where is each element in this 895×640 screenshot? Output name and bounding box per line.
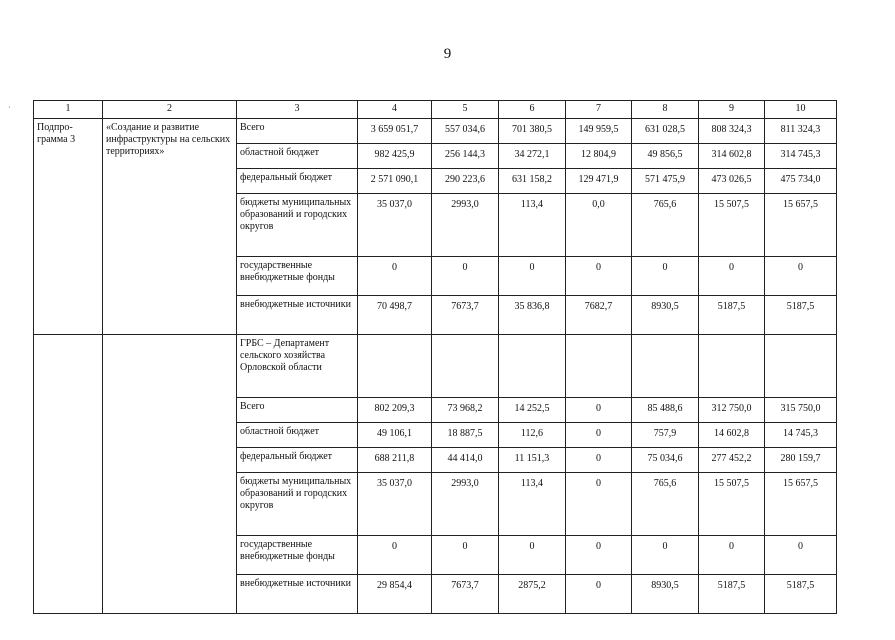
header-cell: 5	[432, 101, 499, 119]
amount-cell: 14 745,3	[765, 423, 837, 448]
amount-cell: 808 324,3	[699, 119, 765, 144]
empty-cell	[699, 335, 765, 398]
amount-cell: 44 414,0	[432, 448, 499, 473]
amount-cell: 475 734,0	[765, 169, 837, 194]
amount-cell: 571 475,9	[632, 169, 699, 194]
funding-source-label: внебюджетные источники	[237, 296, 358, 335]
amount-cell: 5187,5	[765, 296, 837, 335]
subprogram-name: «Создание и развитие инфраструктуры на сельских территориях»	[103, 119, 237, 335]
amount-cell: 0	[358, 536, 432, 575]
amount-cell: 12 804,9	[566, 144, 632, 169]
amount-cell: 0	[566, 448, 632, 473]
amount-cell: 11 151,3	[499, 448, 566, 473]
funding-source-label: Всего	[237, 398, 358, 423]
amount-cell: 688 211,8	[358, 448, 432, 473]
amount-cell: 7673,7	[432, 296, 499, 335]
amount-cell: 473 026,5	[699, 169, 765, 194]
amount-cell: 7682,7	[566, 296, 632, 335]
amount-cell: 112,6	[499, 423, 566, 448]
empty-cell	[34, 335, 103, 614]
amount-cell: 0	[566, 473, 632, 536]
header-cell: 6	[499, 101, 566, 119]
amount-cell: 757,9	[632, 423, 699, 448]
amount-cell: 0	[765, 536, 837, 575]
grbs-label: ГРБС – Департамент сельского хозяйства Орловской области	[237, 335, 358, 398]
funding-source-label: федеральный бюджет	[237, 169, 358, 194]
header-cell: 7	[566, 101, 632, 119]
amount-cell: 49 106,1	[358, 423, 432, 448]
amount-cell: 765,6	[632, 194, 699, 257]
amount-cell: 0	[699, 536, 765, 575]
amount-cell: 0	[432, 536, 499, 575]
empty-cell	[632, 335, 699, 398]
table-row	[34, 119, 837, 144]
funding-source-label: областной бюджет	[237, 144, 358, 169]
amount-cell: 2993,0	[432, 473, 499, 536]
header-row	[34, 101, 837, 119]
page-number: 9	[443, 46, 452, 62]
amount-cell: 5187,5	[765, 575, 837, 614]
grbs-row	[34, 335, 837, 398]
amount-cell: 0	[632, 536, 699, 575]
amount-cell: 0,0	[566, 194, 632, 257]
empty-cell	[103, 335, 237, 614]
amount-cell: 802 209,3	[358, 398, 432, 423]
amount-cell: 0	[566, 423, 632, 448]
amount-cell: 3 659 051,7	[358, 119, 432, 144]
amount-cell: 15 657,5	[765, 194, 837, 257]
header-cell: 4	[358, 101, 432, 119]
amount-cell: 0	[566, 257, 632, 296]
subprogram-number: Подпро-грамма 3	[34, 119, 103, 335]
funding-source-label: государственные внебюджетные фонды	[237, 536, 358, 575]
amount-cell: 0	[699, 257, 765, 296]
amount-cell: 149 959,5	[566, 119, 632, 144]
amount-cell: 0	[632, 257, 699, 296]
header-cell: 9	[699, 101, 765, 119]
amount-cell: 29 854,4	[358, 575, 432, 614]
amount-cell: 2 571 090,1	[358, 169, 432, 194]
amount-cell: 18 887,5	[432, 423, 499, 448]
amount-cell: 557 034,6	[432, 119, 499, 144]
amount-cell: 34 272,1	[499, 144, 566, 169]
funding-source-label: Всего	[237, 119, 358, 144]
empty-cell	[566, 335, 632, 398]
header-cell: 8	[632, 101, 699, 119]
empty-cell	[432, 335, 499, 398]
amount-cell: 73 968,2	[432, 398, 499, 423]
amount-cell: 0	[566, 575, 632, 614]
amount-cell: 15 507,5	[699, 473, 765, 536]
amount-cell: 811 324,3	[765, 119, 837, 144]
amount-cell: 631 028,5	[632, 119, 699, 144]
amount-cell: 0	[765, 257, 837, 296]
amount-cell: 35 836,8	[499, 296, 566, 335]
amount-cell: 256 144,3	[432, 144, 499, 169]
amount-cell: 15 657,5	[765, 473, 837, 536]
amount-cell: 631 158,2	[499, 169, 566, 194]
amount-cell: 70 498,7	[358, 296, 432, 335]
header-cell: 10	[765, 101, 837, 119]
amount-cell: 129 471,9	[566, 169, 632, 194]
margin-dot: ·	[8, 103, 11, 112]
amount-cell: 982 425,9	[358, 144, 432, 169]
amount-cell: 5187,5	[699, 296, 765, 335]
header-cell: 1	[34, 101, 103, 119]
amount-cell: 0	[432, 257, 499, 296]
amount-cell: 113,4	[499, 194, 566, 257]
amount-cell: 8930,5	[632, 575, 699, 614]
amount-cell: 2875,2	[499, 575, 566, 614]
funding-source-label: бюджеты муниципальных образований и городских округов	[237, 473, 358, 536]
amount-cell: 314 602,8	[699, 144, 765, 169]
header-cell: 3	[237, 101, 358, 119]
amount-cell: 49 856,5	[632, 144, 699, 169]
empty-cell	[499, 335, 566, 398]
amount-cell: 314 745,3	[765, 144, 837, 169]
amount-cell: 85 488,6	[632, 398, 699, 423]
empty-cell	[765, 335, 837, 398]
amount-cell: 280 159,7	[765, 448, 837, 473]
amount-cell: 0	[499, 536, 566, 575]
amount-cell: 113,4	[499, 473, 566, 536]
amount-cell: 765,6	[632, 473, 699, 536]
funding-source-label: федеральный бюджет	[237, 448, 358, 473]
header-cell: 2	[103, 101, 237, 119]
amount-cell: 14 252,5	[499, 398, 566, 423]
amount-cell: 0	[499, 257, 566, 296]
amount-cell: 277 452,2	[699, 448, 765, 473]
funding-source-label: бюджеты муниципальных образований и городских округов	[237, 194, 358, 257]
amount-cell: 8930,5	[632, 296, 699, 335]
amount-cell: 0	[358, 257, 432, 296]
amount-cell: 701 380,5	[499, 119, 566, 144]
amount-cell: 75 034,6	[632, 448, 699, 473]
funding-source-label: областной бюджет	[237, 423, 358, 448]
amount-cell: 312 750,0	[699, 398, 765, 423]
amount-cell: 35 037,0	[358, 194, 432, 257]
funding-source-label: государственные внебюджетные фонды	[237, 257, 358, 296]
amount-cell: 290 223,6	[432, 169, 499, 194]
amount-cell: 2993,0	[432, 194, 499, 257]
amount-cell: 14 602,8	[699, 423, 765, 448]
amount-cell: 35 037,0	[358, 473, 432, 536]
amount-cell: 5187,5	[699, 575, 765, 614]
amount-cell: 0	[566, 536, 632, 575]
funding-source-label: внебюджетные источники	[237, 575, 358, 614]
amount-cell: 0	[566, 398, 632, 423]
budget-table	[33, 100, 837, 614]
amount-cell: 315 750,0	[765, 398, 837, 423]
amount-cell: 7673,7	[432, 575, 499, 614]
amount-cell: 15 507,5	[699, 194, 765, 257]
empty-cell	[358, 335, 432, 398]
